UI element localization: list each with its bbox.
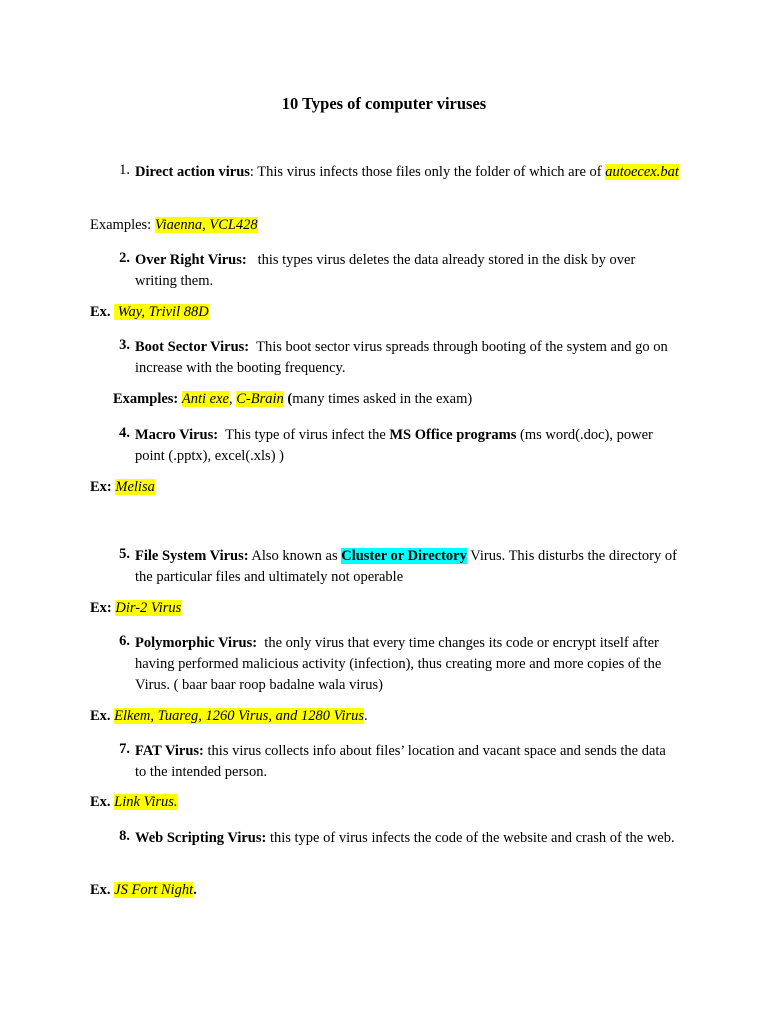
item-number: 5. bbox=[119, 546, 130, 562]
virus-name: Web Scripting Virus: bbox=[135, 830, 267, 846]
virus-description: This virus infects those files only the folder of which are of bbox=[253, 164, 606, 180]
item-number: 3. bbox=[119, 337, 130, 353]
item-number: 2. bbox=[119, 250, 130, 266]
list-item bbox=[135, 425, 680, 467]
bold-term: MS Office programs bbox=[389, 427, 517, 443]
example-value: JS Fort Night bbox=[114, 882, 194, 898]
example-line bbox=[90, 600, 690, 617]
virus-name: Direct action virus bbox=[135, 164, 250, 180]
virus-name: Boot Sector Virus: bbox=[135, 339, 250, 355]
virus-name: Over Right Virus: bbox=[135, 252, 247, 268]
example-line bbox=[113, 391, 713, 408]
virus-description: This type of virus infect the bbox=[218, 427, 390, 443]
list-item bbox=[135, 828, 680, 849]
highlighted-term: Cluster or Directory bbox=[341, 548, 467, 564]
virus-description: this type of virus infects the code of the website and crash of the web. bbox=[266, 830, 675, 846]
example-label: Ex. bbox=[90, 304, 115, 320]
example-line bbox=[90, 708, 690, 725]
example-end: . bbox=[364, 708, 368, 724]
example-line bbox=[90, 217, 690, 234]
paren-open: ( bbox=[283, 391, 293, 407]
example-label: Ex: bbox=[90, 479, 116, 495]
virus-name: Polymorphic Virus: bbox=[135, 635, 258, 651]
list-item bbox=[135, 162, 680, 183]
virus-description: this types virus deletes the data already stored in the disk by over writing them. bbox=[135, 252, 639, 289]
list-item bbox=[135, 337, 680, 379]
virus-description: (ms word(.doc), power point (.pptx), excel(.xls) ) bbox=[135, 427, 653, 464]
example-line bbox=[90, 479, 690, 496]
example-value: Viaenna, VCL428 bbox=[154, 217, 258, 233]
item-number: 7. bbox=[119, 741, 130, 757]
example-value: Way, Trivil 88D bbox=[114, 304, 209, 320]
example-value: Melisa bbox=[115, 479, 155, 495]
example-value: Dir-2 Virus bbox=[115, 600, 182, 616]
item-number: 6. bbox=[119, 633, 130, 649]
list-item bbox=[135, 250, 680, 292]
example-note: many times asked in the exam) bbox=[292, 391, 473, 407]
virus-description: the only virus that every time changes its code or encrypt itself after having performed malicious activity (infection), thus creating more and more copies of the Virus. ( baar baar roop badalne wala virus) bbox=[135, 635, 665, 693]
highlighted-term: autoecex.bat bbox=[605, 164, 679, 180]
example-value: Link Virus. bbox=[114, 794, 178, 810]
example-value: Elkem, Tuareg, 1260 Virus, and 1280 Virus bbox=[114, 708, 365, 724]
item-number: 4. bbox=[119, 425, 130, 441]
separator: : bbox=[249, 164, 254, 180]
virus-name: Macro Virus: bbox=[135, 427, 219, 443]
example-end: . bbox=[193, 882, 197, 898]
list-item bbox=[135, 633, 680, 696]
example-label: Ex. bbox=[90, 708, 115, 724]
virus-description: Also known as bbox=[248, 548, 342, 564]
example-label: Examples: bbox=[90, 217, 155, 233]
item-number: 8. bbox=[119, 828, 130, 844]
item-number: 1. bbox=[119, 162, 130, 178]
example-value: C-Brain bbox=[236, 391, 284, 407]
example-value: Anti exe bbox=[181, 391, 229, 407]
example-line bbox=[90, 304, 690, 321]
list-item bbox=[135, 546, 680, 588]
example-label: Ex: bbox=[90, 600, 116, 616]
example-label: Ex. bbox=[90, 794, 115, 810]
example-label: Examples: bbox=[113, 391, 182, 407]
example-label: Ex. bbox=[90, 882, 115, 898]
virus-description: This boot sector virus spreads through booting of the system and go on increase with the booting frequency. bbox=[135, 339, 672, 376]
virus-name: FAT Virus: bbox=[135, 743, 204, 759]
virus-description: Virus. This disturbs the directory of the particular files and ultimately not operable bbox=[135, 548, 677, 585]
list-item bbox=[135, 741, 680, 783]
virus-description: this virus collects info about files’ location and vacant space and sends the data to the intended person. bbox=[135, 743, 666, 780]
example-line bbox=[90, 794, 690, 811]
example-line bbox=[90, 882, 690, 899]
example-separator: , bbox=[228, 391, 237, 407]
virus-name: File System Virus: bbox=[135, 548, 249, 564]
page-title: 10 Types of computer viruses bbox=[281, 94, 487, 113]
